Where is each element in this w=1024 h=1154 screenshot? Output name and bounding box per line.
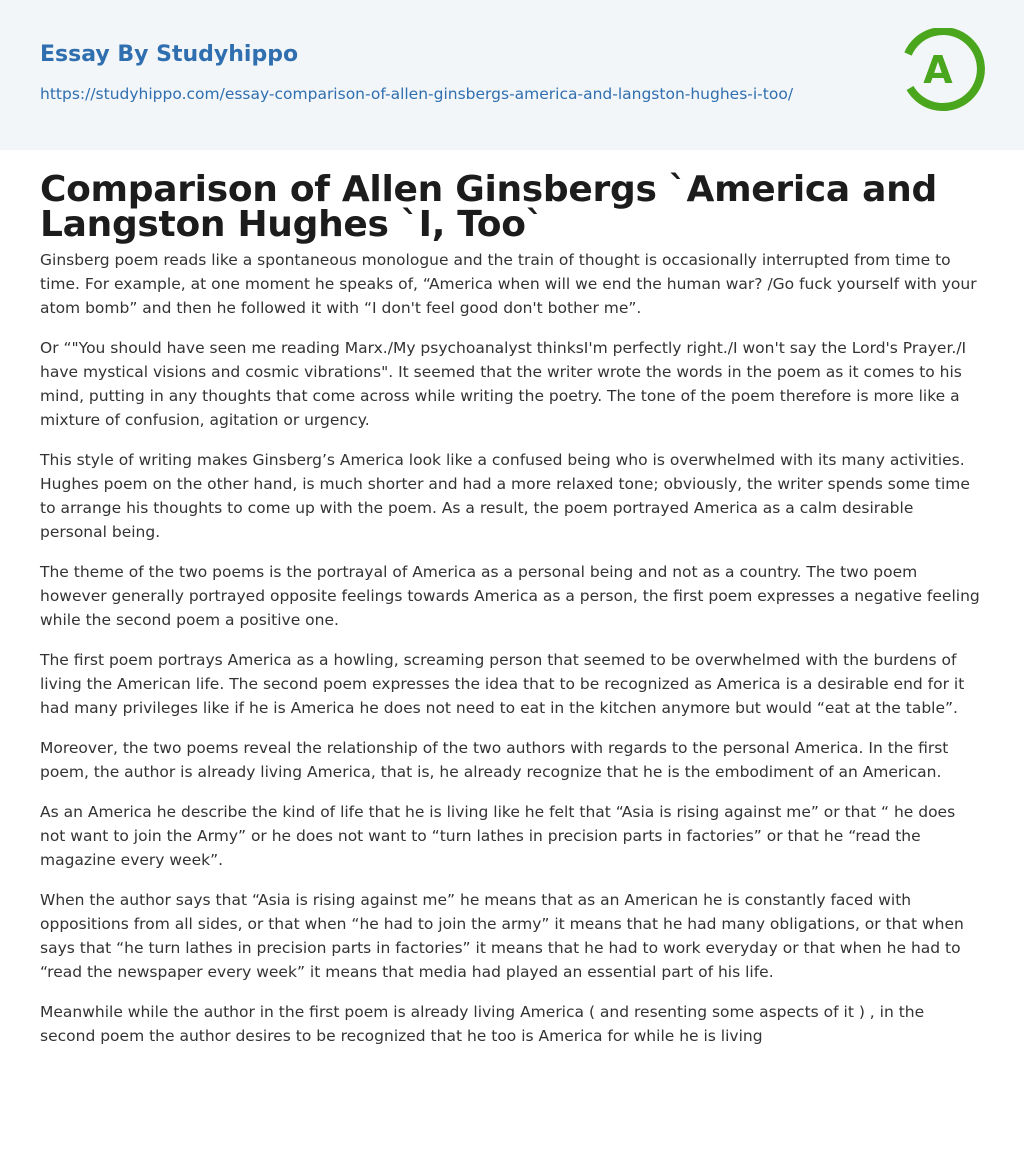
site-header xyxy=(0,0,1024,150)
site-brand[interactable]: Essay By Studyhippo xyxy=(40,42,299,67)
essay-paragraph: Moreover, the two poems reveal the relationship of the two authors with regards to the personal America. In the first poem, the author is already living America, that is, he already recognize that he is the embodiment of an American. xyxy=(40,739,949,781)
essay-title: Comparison of Allen Ginsbergs `America and Langston Hughes `I, Too` xyxy=(40,169,937,245)
essay-paragraph: This style of writing makes Ginsberg’s America look like a confused being who is overwhelmed with its many activities. Hughes poem on the other hand, is much shorter and had a more relaxed tone; obviously, the writer spends some time to arrange his thoughts to come up with the poem. As a result, the poem portrayed America as a calm desirable personal being. xyxy=(40,451,970,541)
studyhippo-logo-icon[interactable] xyxy=(898,28,986,116)
essay-paragraph: When the author says that “Asia is rising against me” he means that as an American he is constantly faced with oppositions from all sides, or that when “he had to join the army” it means that he had many obligations, or that when says that “he turn lathes in precision parts in factories” it means that he had to work everyday or that when he had to “read the newspaper every week” it means that media had played an essential part of his life. xyxy=(40,891,964,981)
logo-letter: A xyxy=(923,48,953,92)
essay-paragraph: Meanwhile while the author in the first poem is already living America ( and resenting some aspects of it ) , in the second poem the author desires to be recognized that he too is America for while he is living xyxy=(40,1003,925,1045)
essay-paragraph: The theme of the two poems is the portrayal of America as a personal being and not as a country. The two poem however generally portrayed opposite feelings towards America as a person, the first poem expresses a negative feeling while the second poem a positive one. xyxy=(40,563,980,629)
essay-url-link[interactable]: https://studyhippo.com/essay-comparison-of-allen-ginsbergs-america-and-langston-hughes-i-too/ xyxy=(40,85,794,103)
essay-body xyxy=(40,248,984,1048)
essay-paragraph: As an America he describe the kind of life that he is living like he felt that “Asia is rising against me” or that “ he does not want to join the Army” or he does not want to “turn lathes in precision parts in factories” or that he “read the magazine every week”. xyxy=(40,803,956,869)
essay-paragraph: The first poem portrays America as a howling, screaming person that seemed to be overwhelmed with the burdens of living the American life. The second poem expresses the idea that to be recognized as America is a desirable end for it had many privileges like if he is America he does not need to eat in the kitchen anymore but would “eat at the table”. xyxy=(40,651,965,717)
essay-paragraph: Or “"You should have seen me reading Marx./My psychoanalyst thinksI'm perfectly right./I won't say the Lord's Prayer./I have mystical visions and cosmic vibrations". It seemed that the writer wrote the words in the poem as it comes to his mind, putting in any thoughts that come across while writing the poetry. The tone of the poem therefore is more like a mixture of confusion, agitation or urgency. xyxy=(40,339,967,429)
essay-paragraph: Ginsberg poem reads like a spontaneous monologue and the train of thought is occasionally interrupted from time to time. For example, at one moment he speaks of, “America when will we end the human war? /Go fuck yourself with your atom bomb” and then he followed it with “I don't feel good don't bother me”. xyxy=(40,251,977,317)
essay-content xyxy=(0,150,1024,1048)
